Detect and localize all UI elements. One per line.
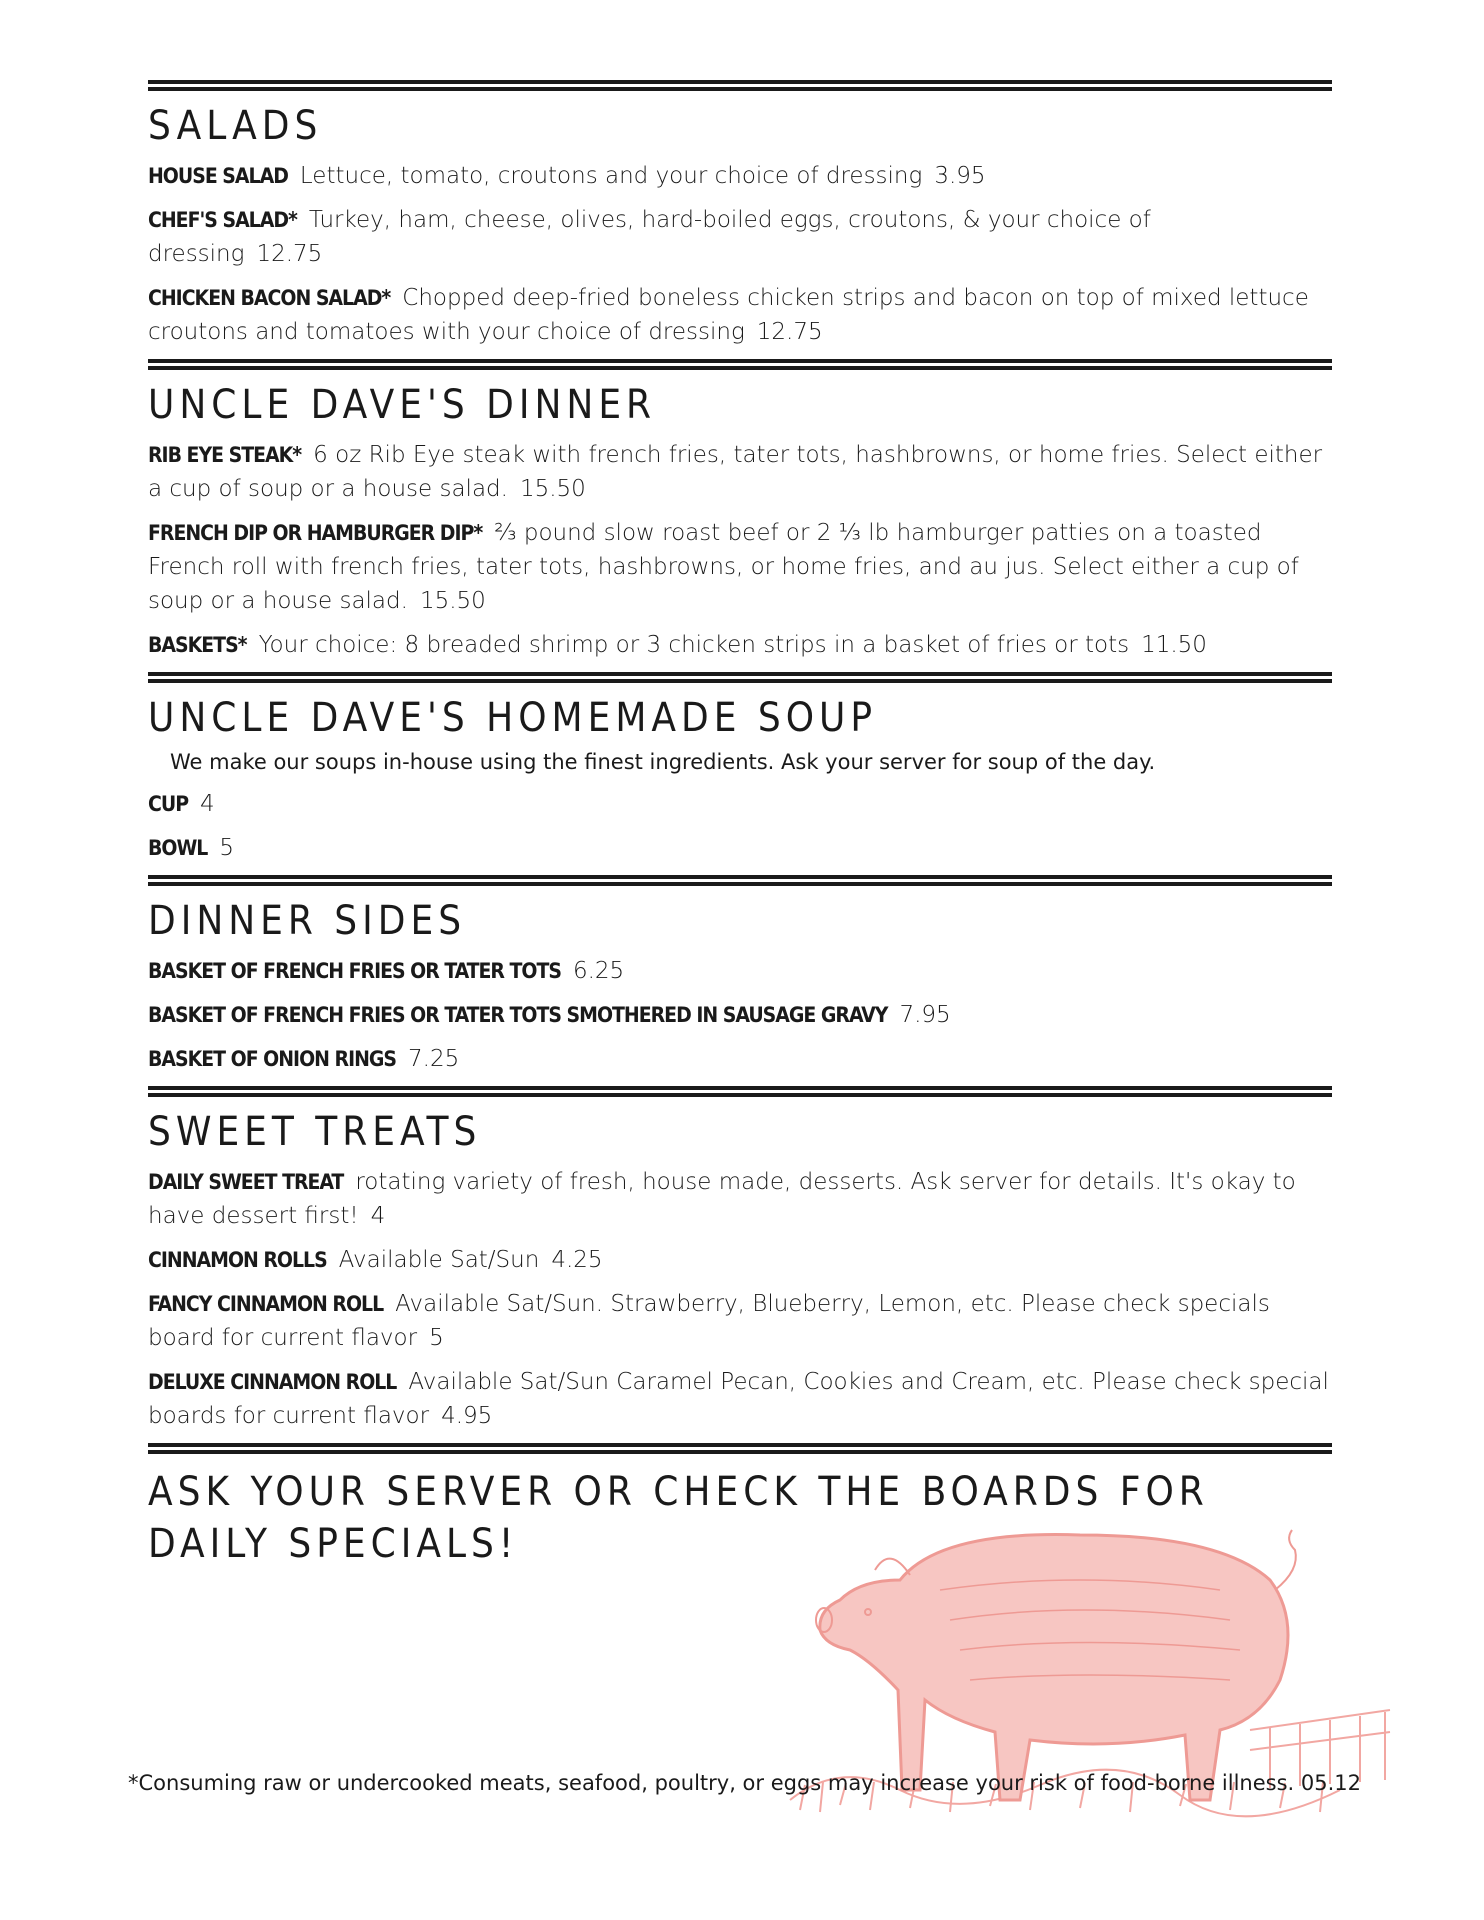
- item-price: 4: [370, 1203, 386, 1229]
- section-title: UNCLE DAVE'S HOMEMADE SOUP: [148, 695, 878, 741]
- item-price: 7.25: [408, 1046, 460, 1072]
- item-price: 6.25: [572, 958, 625, 984]
- item-price: 4.25: [551, 1247, 603, 1273]
- item-name: BASKET OF FRENCH FRIES OR TATER TOTS SMOTHERED IN SAUSAGE GRAVY: [148, 1003, 888, 1027]
- item-name: DAILY SWEET TREAT: [148, 1170, 344, 1194]
- item-price: 12.75: [756, 319, 823, 345]
- item-desc: 6 oz Rib Eye steak with french fries, tater tots, hashbrowns, or home fries. Select either a cup of soup or a house salad.: [148, 442, 1323, 502]
- item-desc: Chopped deep-fried boneless chicken strips and bacon on top of mixed lettuce croutons and tomatoes with your choice of dressing: [148, 285, 1309, 345]
- item-name: BASKET OF ONION RINGS: [148, 1047, 397, 1071]
- dinner-section: [148, 359, 1332, 662]
- section-divider: [148, 1443, 1332, 1454]
- item-price: 4.95: [441, 1403, 493, 1429]
- section-title: SALADS: [148, 103, 323, 149]
- menu-item: [148, 954, 1332, 988]
- item-price: 15.50: [419, 588, 486, 614]
- item-desc: Available Sat/Sun. Strawberry, Blueberry, Lemon, etc. Please check specials board for current flavor: [148, 1291, 1270, 1351]
- item-price: 7.95: [899, 1002, 951, 1028]
- menu-item: [148, 1365, 1332, 1433]
- section-divider: [148, 359, 1332, 370]
- item-name: CINNAMON ROLLS: [148, 1248, 327, 1272]
- item-price: 15.50: [519, 476, 586, 502]
- item-name: DELUXE CINNAMON ROLL: [148, 1370, 397, 1394]
- soup-section: [148, 672, 1332, 865]
- item-name: FANCY CINNAMON ROLL: [148, 1292, 384, 1316]
- menu-item: [148, 831, 1332, 865]
- item-price: 11.50: [1141, 632, 1207, 658]
- item-name: BASKET OF FRENCH FRIES OR TATER TOTS: [148, 959, 561, 983]
- item-desc: Available Sat/Sun Caramel Pecan, Cookies and Cream, etc. Please check special boards for current flavor: [148, 1369, 1329, 1429]
- item-name: BOWL: [148, 836, 208, 860]
- menu-item: [148, 1042, 1332, 1076]
- item-price: 4: [200, 791, 215, 817]
- section-title: SWEET TREATS: [148, 1109, 482, 1155]
- menu-item: [148, 1165, 1332, 1233]
- item-price: 5: [219, 835, 234, 861]
- item-desc: Turkey, ham, cheese, olives, hard-boiled eggs, croutons, & your choice of dressing: [148, 207, 1151, 267]
- section-intro: We make our soups in-house using the finest ingredients. Ask your server for soup of the day.: [170, 750, 1156, 774]
- section-divider: [148, 875, 1332, 886]
- item-desc: Available Sat/Sun: [338, 1247, 540, 1273]
- item-price: 3.95: [934, 163, 986, 189]
- item-name: HOUSE SALAD: [148, 164, 288, 188]
- item-desc: Lettuce, tomato, croutons and your choice of dressing: [299, 163, 923, 189]
- menu-item: [148, 438, 1332, 506]
- menu-item: [148, 203, 1332, 271]
- menu-page: [148, 80, 1332, 1578]
- menu-item: [148, 159, 1332, 193]
- menu-item: [148, 998, 1332, 1032]
- section-title: DINNER SIDES: [148, 898, 467, 944]
- item-name: CUP: [148, 792, 189, 816]
- menu-item: [148, 281, 1332, 349]
- item-name: RIB EYE STEAK*: [148, 443, 302, 467]
- item-name: FRENCH DIP OR HAMBURGER DIP*: [148, 521, 483, 545]
- section-divider: [148, 80, 1332, 91]
- menu-item: [148, 787, 1332, 821]
- item-desc: rotating variety of fresh, house made, desserts. Ask server for details. It's okay to have dessert first!: [148, 1169, 1296, 1229]
- menu-item: [148, 516, 1332, 618]
- menu-item: [148, 1243, 1332, 1277]
- section-title: UNCLE DAVE'S DINNER: [148, 382, 657, 428]
- sides-section: [148, 875, 1332, 1076]
- item-name: BASKETS*: [148, 633, 247, 657]
- item-name: CHICKEN BACON SALAD*: [148, 286, 391, 310]
- specials-title: ASK YOUR SERVER OR CHECK THE BOARDS FOR DAILY SPECIALS!: [148, 1469, 1209, 1567]
- item-desc: ⅔ pound slow roast beef or 2 ⅓ lb hamburger patties on a toasted French roll with french fries, tater tots, hashbrowns, or home fries, and au jus. Select either a cup of soup or a house salad.: [148, 520, 1299, 614]
- menu-item: [148, 1287, 1332, 1355]
- section-divider: [148, 672, 1332, 683]
- menu-item: [148, 628, 1332, 662]
- item-desc: Your choice: 8 breaded shrimp or 3 chicken strips in a basket of fries or tots: [258, 632, 1130, 658]
- item-price: 12.75: [256, 241, 323, 267]
- salads-section: [148, 80, 1332, 349]
- treats-section: [148, 1086, 1332, 1433]
- item-name: CHEF'S SALAD*: [148, 208, 297, 232]
- footnote: *Consuming raw or undercooked meats, seafood, poultry, or eggs may increase your risk of food-borne illness. 05.12: [128, 1771, 1362, 1795]
- item-price: 5: [429, 1325, 444, 1351]
- section-divider: [148, 1086, 1332, 1097]
